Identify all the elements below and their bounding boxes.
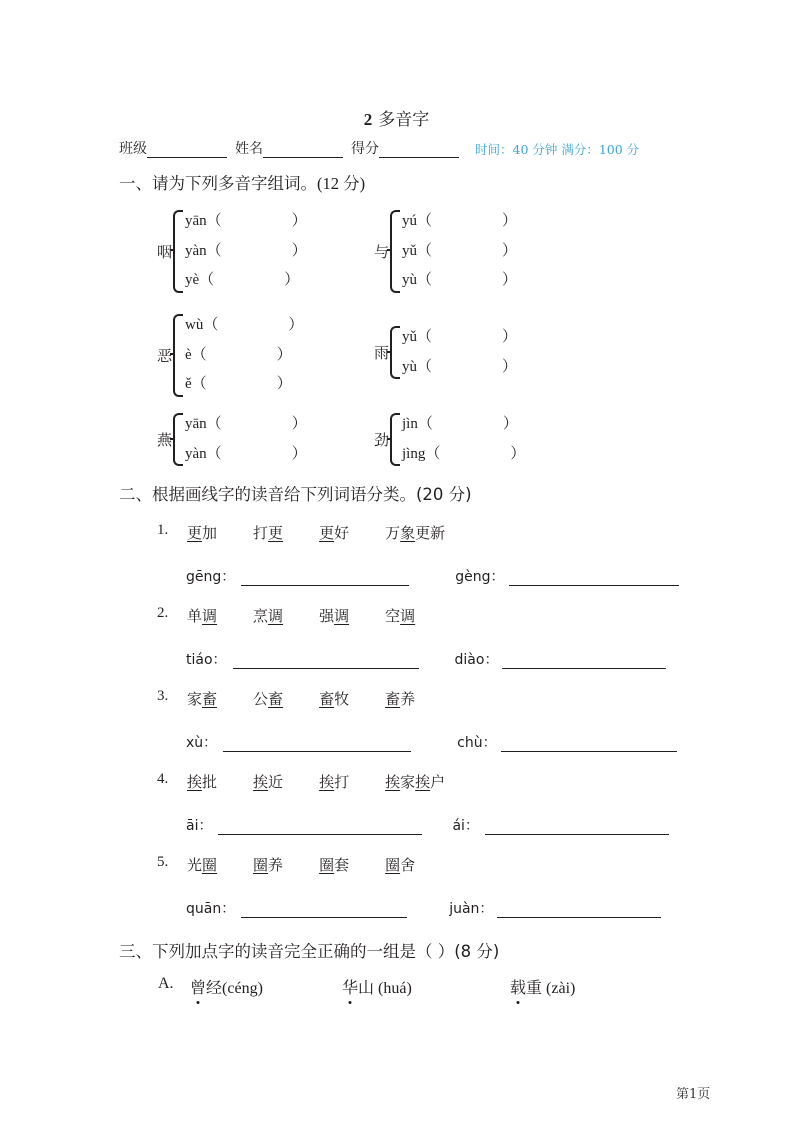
word: 烹调 bbox=[253, 607, 284, 625]
class-label: 班级 bbox=[119, 141, 147, 157]
answer-row-5: quān： juàn： bbox=[186, 898, 661, 918]
option-a-item-2: 华山 (huá) bbox=[342, 975, 510, 998]
answer-field[interactable] bbox=[509, 571, 679, 586]
word: 畜养 bbox=[385, 690, 416, 708]
answer-field[interactable] bbox=[241, 903, 407, 918]
reading-item[interactable]: yè（ ） bbox=[185, 272, 300, 288]
reading-item[interactable]: jìng（ ） bbox=[402, 445, 526, 462]
brace-icon bbox=[390, 326, 400, 379]
page-number: 第1页 bbox=[676, 1087, 711, 1102]
lesson-number: 2 bbox=[363, 110, 373, 129]
brace-icon bbox=[390, 413, 400, 466]
word: 家畜 bbox=[187, 690, 218, 708]
word: 空调 bbox=[385, 607, 416, 625]
classify-item-1: 1. 更加 打更 更好 万象更新 bbox=[157, 522, 446, 542]
name-label: 姓名 bbox=[235, 141, 263, 157]
section-1-title: 一、请为下列多音字组词。(12 分) bbox=[119, 174, 366, 193]
word: 更加 bbox=[187, 524, 218, 542]
reading-item[interactable]: jìn（ ） bbox=[402, 416, 518, 432]
section-2-title: 二、根据画线字的读音给下列词语分类。(20 分) bbox=[119, 485, 472, 504]
brace-icon bbox=[173, 413, 183, 466]
answer-row-2: tiáo： diào： bbox=[186, 649, 666, 669]
lesson-title: 多音字 bbox=[378, 110, 430, 130]
answer-field[interactable] bbox=[497, 903, 661, 918]
word: 挨打 bbox=[319, 773, 350, 791]
brace-icon bbox=[173, 210, 183, 293]
answer-field[interactable] bbox=[218, 820, 422, 835]
word: 单调 bbox=[187, 607, 218, 625]
reading-item[interactable]: yǔ（ ） bbox=[402, 242, 518, 259]
word: 圈养 bbox=[253, 856, 284, 874]
classify-item-2: 2. 单调 烹调 强调 空调 bbox=[157, 605, 416, 625]
word: 公畜 bbox=[253, 690, 284, 708]
time-score-meta: 时间：40 分钟 满分：100 分 bbox=[475, 142, 640, 157]
option-a-item-1: 曾经(céng) bbox=[190, 975, 342, 998]
answer-field[interactable] bbox=[485, 820, 669, 835]
word: 更好 bbox=[319, 524, 350, 542]
class-field[interactable] bbox=[147, 143, 227, 158]
student-info-row bbox=[119, 138, 639, 158]
polyphone-group-yan: 咽 yān（ ） yàn（ ） yè（ ） bbox=[157, 207, 307, 296]
answer-field[interactable] bbox=[501, 737, 677, 752]
brace-icon bbox=[390, 210, 400, 293]
reading-item[interactable]: yàn（ ） bbox=[185, 445, 307, 462]
polyphone-group-yan-swallow: 燕 yān（ ） yàn（ ） bbox=[157, 410, 307, 469]
word: 圈套 bbox=[319, 856, 350, 874]
reading-item[interactable]: yān（ ） bbox=[185, 213, 307, 229]
polyphone-group-yu: 与 yú（ ） yǔ（ ） yù（ ） bbox=[374, 207, 517, 296]
word: 打更 bbox=[253, 524, 284, 542]
reading-item[interactable]: yǔ（ ） bbox=[402, 329, 518, 345]
option-a[interactable]: A. 曾经(céng) 华山 (huá) 载重 (zài) bbox=[158, 975, 576, 997]
section-3-title: 三、下列加点字的读音完全正确的一组是（ ）(8 分) bbox=[119, 942, 500, 961]
option-a-item-3: 载重 (zài) bbox=[510, 975, 575, 998]
word: 挨近 bbox=[253, 773, 284, 791]
polyphone-group-jin: 劲 jìn（ ） jìng（ ） bbox=[374, 410, 525, 469]
answer-field[interactable] bbox=[223, 737, 411, 752]
score-label: 得分 bbox=[351, 141, 379, 157]
reading-item[interactable]: yàn（ ） bbox=[185, 242, 307, 259]
word: 强调 bbox=[319, 607, 350, 625]
answer-row-1: gēng： gèng： bbox=[186, 566, 679, 586]
polyphone-group-e: 恶 wù（ ） è（ ） ě（ ） bbox=[157, 311, 303, 400]
word: 畜牧 bbox=[319, 690, 350, 708]
reading-item[interactable]: wù（ ） bbox=[185, 317, 304, 333]
classify-item-3: 3. 家畜 公畜 畜牧 畜养 bbox=[157, 688, 416, 708]
word: 挨批 bbox=[187, 773, 218, 791]
reading-item[interactable]: yú（ ） bbox=[402, 213, 518, 229]
word: 万象更新 bbox=[385, 524, 446, 542]
reading-item[interactable]: yù（ ） bbox=[402, 272, 518, 288]
name-field[interactable] bbox=[263, 143, 343, 158]
answer-field[interactable] bbox=[502, 654, 666, 669]
classify-item-4: 4. 挨批 挨近 挨打 挨家挨户 bbox=[157, 771, 446, 791]
word: 挨家挨户 bbox=[385, 773, 446, 791]
score-field[interactable] bbox=[379, 143, 459, 158]
reading-item[interactable]: yān（ ） bbox=[185, 416, 307, 432]
answer-field[interactable] bbox=[233, 654, 419, 669]
word: 圈舍 bbox=[385, 856, 416, 874]
reading-item[interactable]: è（ ） bbox=[185, 346, 292, 363]
answer-row-4: āi： ái： bbox=[186, 815, 669, 835]
polyphone-group-yu-rain: 雨 yǔ（ ） yù（ ） bbox=[374, 323, 517, 382]
answer-row-3: xù： chù： bbox=[186, 732, 677, 752]
answer-field[interactable] bbox=[241, 571, 409, 586]
reading-item[interactable]: yù（ ） bbox=[402, 358, 518, 375]
brace-icon bbox=[173, 314, 183, 397]
classify-item-5: 5. 光圈 圈养 圈套 圈舍 bbox=[157, 854, 416, 874]
page-title bbox=[0, 105, 793, 130]
word: 光圈 bbox=[187, 856, 218, 874]
reading-item[interactable]: ě（ ） bbox=[185, 376, 292, 392]
